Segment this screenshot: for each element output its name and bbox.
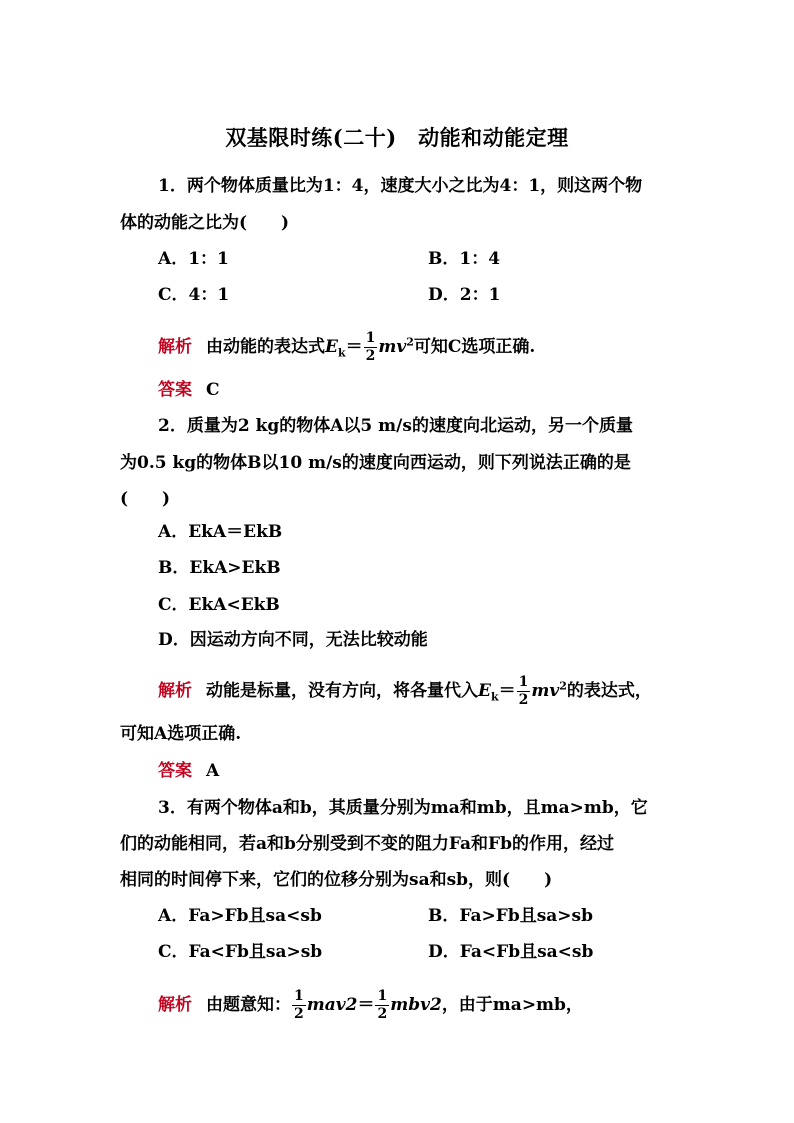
q3-option-a: A．Fa>Fb且sa<sb (158, 906, 322, 926)
explanation-text: 动能是标量，没有方向，将各量代入 (206, 681, 478, 701)
fraction-one-half: $\frac{1}{2}$ (294, 988, 304, 1022)
explanation-text-end: 可知C选项正确. (413, 337, 536, 357)
q2-stem-line1: 2．质量为2 kg的物体A以5 m/s的速度向北运动，另一个质量 (158, 416, 633, 436)
q3-option-c: C．Fa<Fb且sa>sb (158, 942, 323, 962)
q2-explanation (158, 674, 652, 709)
daan-label: 答案 (158, 761, 192, 781)
explanation-text-end: ，由于ma>mb， (441, 995, 583, 1015)
daan-label: 答案 (158, 380, 192, 400)
energy-symbol: E (325, 337, 338, 357)
q2-stem-line3: ( ) (120, 489, 171, 509)
jiexi-label: 解析 (158, 337, 192, 357)
q2-explanation-line2: 可知A选项正确. (120, 724, 242, 744)
q1-answer (158, 379, 220, 401)
q2-option-b: B．EkA>EkB (158, 558, 281, 578)
q2-option-a: A．EkA＝EkB (158, 522, 283, 542)
q1-option-a: A．1：1 (158, 249, 229, 269)
q1-option-c: C．4：1 (158, 285, 230, 305)
jiexi-label: 解析 (158, 995, 192, 1015)
q3-stem-line3: 相同的时间停下来，它们的位移分别为sa和sb，则( ) (120, 870, 553, 890)
left-kinetic-term: mav2 (306, 995, 358, 1015)
explanation-text-end: 的表达式， (566, 681, 652, 701)
q2-stem-line2: 为0.5 kg的物体B以10 m/s的速度向西运动，则下列说法正确的是 (120, 453, 631, 473)
q1-option-b: B．1：4 (428, 249, 501, 269)
equals-sign: ＝ (345, 337, 363, 357)
q3-stem-line2: 们的动能相同，若a和b分别受到不变的阻力Fa和Fb的作用，经过 (120, 834, 615, 854)
mass-velocity: mv (531, 681, 560, 701)
q2-option-d: D．因运动方向不同，无法比较动能 (158, 630, 428, 650)
energy-subscript: k (337, 346, 346, 360)
equals-sign: ＝ (498, 681, 516, 701)
q2-option-c: C．EkA<EkB (158, 595, 280, 615)
q2-answer (158, 760, 219, 782)
mass-velocity: mv (378, 337, 407, 357)
answer-value: C (206, 380, 220, 400)
fraction-one-half-right: $\frac{1}{2}$ (377, 988, 388, 1022)
energy-subscript: k (490, 690, 499, 704)
page-title: 双基限时练(二十) 动能和动能定理 (225, 125, 569, 150)
explanation-text: 由题意知： (206, 995, 291, 1015)
q3-explanation (158, 988, 583, 1023)
jiexi-label: 解析 (158, 681, 192, 701)
explanation-text: 由动能的表达式 (206, 337, 325, 357)
fraction-one-half: $\frac{1}{2}$ (365, 330, 376, 364)
q3-stem-line1: 3．有两个物体a和b，其质量分别为ma和mb，且ma>mb，它 (158, 798, 648, 818)
square-exponent: 2 (406, 335, 414, 349)
q1-explanation (158, 330, 535, 365)
right-kinetic-term: mbv2 (390, 995, 442, 1015)
q1-stem-line2: 体的动能之比为( ) (120, 213, 290, 233)
square-exponent: 2 (559, 679, 567, 693)
fraction-one-half: $\frac{1}{2}$ (518, 674, 529, 708)
q3-option-b: B．Fa>Fb且sa>sb (428, 906, 594, 926)
energy-symbol: E (478, 681, 491, 701)
q3-option-d: D．Fa<Fb且sa<sb (428, 942, 594, 962)
answer-value: A (206, 761, 220, 781)
equals-sign: ＝ (357, 995, 375, 1015)
q1-option-d: D．2：1 (428, 285, 501, 305)
q1-stem-line1: 1．两个物体质量比为1：4，速度大小之比为4：1，则这两个物 (158, 176, 643, 196)
